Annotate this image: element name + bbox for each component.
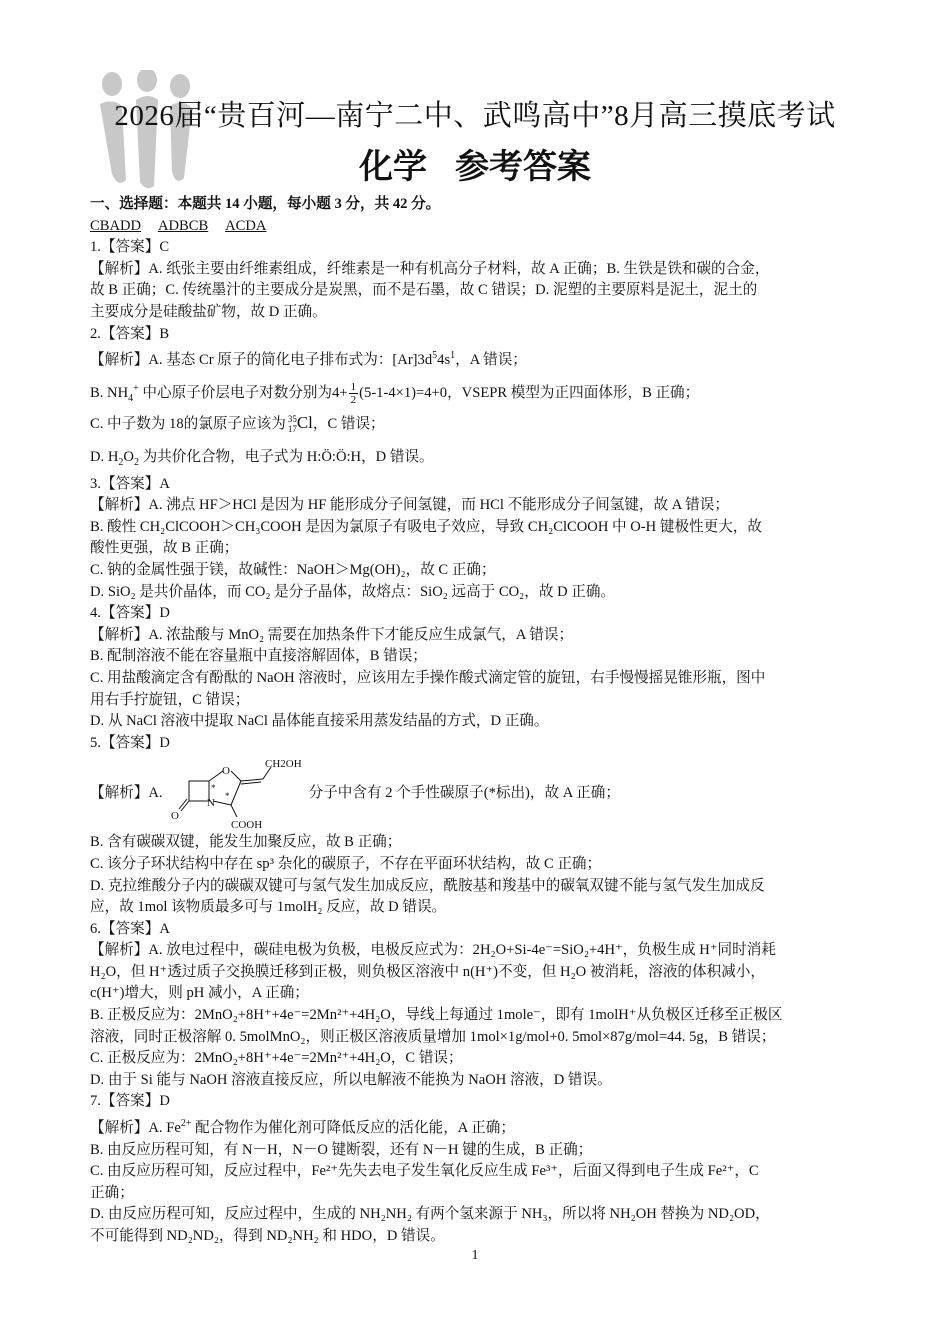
q2-b-sup: + [133,382,139,394]
subject-label: 化学 [359,149,427,186]
q3-explanation-line: C. 钠的金属性强于镁，故碱性：NaOH＞Mg(OH)₂，故 C 正确； [90,561,496,578]
q2-option-c [90,406,865,440]
q2-b-text: 中心原子价层电子对数分别为4+ [138,384,348,401]
q2-b-sub: 4 [128,392,134,404]
q7-a-text: 配合物作为催化剂可降低反应的活化能，A 正确； [191,1119,515,1136]
q6-answer: 6.【答案】A [90,920,170,937]
q1-explanation-line: 主要成分是硅酸盐矿物，故 D 正确。 [90,303,327,320]
q7-explanation-line: 正确； [90,1184,134,1201]
q3-explanation-line: B. 酸性 CH₂ClCOOH＞CH₃COOH 是因为氯原子有吸电子效应，导致 CH₂ClCOOH 中 O-H 键极性更大，故 [90,518,763,535]
q5-explanation-line: 应，故 1mol 该物质最多可与 1molH₂ 反应，故 D 错误。 [90,899,447,916]
q2-a-text: 4s [437,352,451,369]
q2-a-sup: 5 [432,350,438,362]
isotope-mass: 35 [287,414,297,425]
answer-key-row [90,216,865,238]
answer-key-label: 参考答案 [455,149,591,186]
q5-a-label: 【解析】A. [90,784,163,801]
q2-a-sup: 1 [450,350,456,362]
doc-subtitle [0,146,950,190]
q4-explanation-line: C. 用盐酸滴定含有酚酞的 NaOH 溶液时，应该用左手操作酸式滴定管的旋钮，右手慢慢摇晃锥形瓶，图中 [90,669,766,686]
q5-explanation-line: C. 该分子环状结构中存在 sp³ 杂化的碳原子，不存在平面环状结构，故 C 正确； [90,855,602,872]
q2-answer: 2.【答案】B [90,325,170,342]
q4-explanation-line: B. 配制溶液不能在容量瓶中直接溶解固体，B 错误； [90,648,427,665]
q3-answer: 3.【答案】A [90,475,170,492]
ch2oh-label: CH2OH [264,758,302,771]
answer-content [90,194,865,1247]
q6-explanation-line: c(H⁺)增大，则 pH 减小，A 正确； [90,985,309,1002]
q4-explanation-line: 用右手拧旋钮，C 错误； [90,691,250,708]
q7-explanation-line: 不可能得到 ND₂ND₂，得到 ND₂NH₂ 和 HDO，D 错误。 [90,1227,445,1244]
q2-d-text: 为共价化合物，电子式为 H:Ö:Ö:H，D 错误。 [138,448,434,465]
q7-a-sup: 2+ [180,1118,192,1130]
q6-explanation-line: B. 正极反应为：2MnO₂+8H⁺+4e⁻=2Mn²⁺+4H₂O，导线上每通过 1mole⁻，即有 1molH⁺从负极区迁移至正极区 [90,1007,783,1024]
q5-a-text: 分子中含有 2 个手性碳原子(*标出)，故 A 正确； [308,784,620,801]
q2-b-text: B. NH [90,384,129,401]
fraction-numerator: 1 [350,380,357,393]
q5-explanation-line: B. 含有碳碳双键，能发生加聚反应，故 B 正确； [90,834,402,851]
q3-explanation-line: D. SiO₂ 是共价晶体，而 CO₂ 是分子晶体，故熔点：SiO₂ 远高于 CO₂，故 D 正确。 [90,583,616,600]
q2-option-d [90,440,865,474]
fraction-denominator: 2 [350,393,357,406]
q2-d-sub: 2 [118,456,124,468]
q4-explanation-line: D. 从 NaCl 溶液中提取 NaCl 晶体能直接采用蒸发结晶的方式，D 正确。 [90,713,549,730]
q4-explanation-line: 【解析】A. 浓盐酸与 MnO₂ 需要在加热条件下才能反应生成氯气，A 错误； [90,626,574,643]
cooh-label: COOH [230,819,262,832]
clavulanic-acid-structure [165,755,305,831]
carbonyl-oxygen-label: O [170,810,179,823]
q2-d-sub: 2 [133,456,139,468]
q2-a-text: 【解析】A. 基态 Cr 原子的简化电子排布式为：[Ar]3d [90,352,433,369]
q5-answer: 5.【答案】D [90,734,170,751]
q7-explanation-line: C. 由反应历程可知，反应过程中，Fe²⁺先失去电子发生氧化反应生成 Fe³⁺，后面又得到电子生成 Fe²⁺，C [90,1163,759,1180]
q7-option-a [90,1113,865,1139]
q6-explanation-line: 溶液，同时正极溶解 0. 5molMnO₂，则正极区溶液质量增加 1mol×1g/mol+0. 5mol×87g/mol=44. 5g，B 错误； [90,1028,776,1045]
key-group: ACDA [225,217,267,234]
q7-explanation-line: D. 由反应历程可知，反应过程中，生成的 NH₂NH₂ 有两个氢来源于 NH₃，所以将 NH₂OH 替换为 ND₂OD， [90,1206,770,1223]
q2-a-text: ，A 错误； [455,352,527,369]
chiral-star: * [224,791,230,802]
q4-answer: 4.【答案】D [90,605,170,622]
q2-b-text: (5-1-4×1)=4+0，VSEPR 模型为正四面体形，B 正确； [359,384,700,401]
q1-answer: 1.【答案】C [90,239,170,256]
q2-option-b [90,372,865,406]
ring-oxygen-label: O [221,765,230,778]
q2-d-text: O [123,448,134,465]
q6-explanation-line: C. 正极反应为：2MnO₂+8H⁺+4e⁻=2Mn²⁺+4H₂O，C 错误； [90,1050,463,1067]
q2-c-text: ，C 错误； [312,415,385,432]
q7-explanation-line: B. 由反应历程可知，有 N－H，N－O 键断裂，还有 N－H 键的生成，B 正确； [90,1141,593,1158]
q3-explanation-line: 【解析】A. 沸点 HF＞HCl 是因为 HF 能形成分子间氢键，而 HCl 不能形成分子间氢键，故 A 错误； [90,497,729,514]
nitrogen-label: N [206,797,215,810]
section-heading: 一、选择题：本题共 14 小题，每小题 3 分，共 42 分。 [90,196,441,212]
q2-option-a [90,345,865,371]
q5-explanation-line: D. 克拉维酸分子内的碳碳双键可与氢气发生加成反应，酰胺基和羧基中的碳氧双键不能与氢气发生加成反 [90,877,765,894]
q1-explanation-line: 【解析】A. 纸张主要由纤维素组成，纤维素是一种有机高分子材料，故 A 正确；B. 生铁是铁和碳的合金， [90,260,770,277]
q1-explanation-line: 故 B 正确；C. 传统墨汁的主要成分是炭黑，而不是石墨，故 C 错误；D. 泥塑的主要原料是泥土，泥土的 [90,282,758,299]
q5-option-a [90,754,865,832]
q2-d-text: D. H [90,448,119,465]
q6-explanation-line: H₂O，但 H⁺透过质子交换膜迁移到正极，则负极区溶液中 n(H⁺)不变，但 H₂O 被消耗，溶液的体积减小， [90,963,765,980]
key-group: ADBCB [157,217,209,234]
fraction [349,381,359,406]
chiral-star: * [210,783,216,794]
q6-explanation-line: D. 由于 Si 能与 NaOH 溶液直接反应，所以电解液不能换为 NaOH 溶液，D 错误。 [90,1071,612,1088]
exam-title: 2026届“贵百河—南宁二中、武鸣高中”8月高三摸底考试 [114,100,836,132]
q6-explanation-line: 【解析】A. 放电过程中，碳硅电极为负极，电极反应式为：2H₂O+Si-4e⁻=SiO₂+4H⁺，负极生成 H⁺同时消耗 [90,942,776,959]
q2-c-text: C. 中子数为 18的氯原子应该为 [90,415,286,432]
element-symbol: Cl [296,412,313,432]
q7-a-text: 【解析】A. Fe [90,1119,181,1136]
key-group: CBADD [90,217,142,234]
q7-answer: 7.【答案】D [90,1093,170,1110]
q3-explanation-line: 酸性更强，故 B 正确； [90,540,239,557]
page-number: 1 [471,1248,479,1263]
isotope-number: 17 [287,424,297,435]
